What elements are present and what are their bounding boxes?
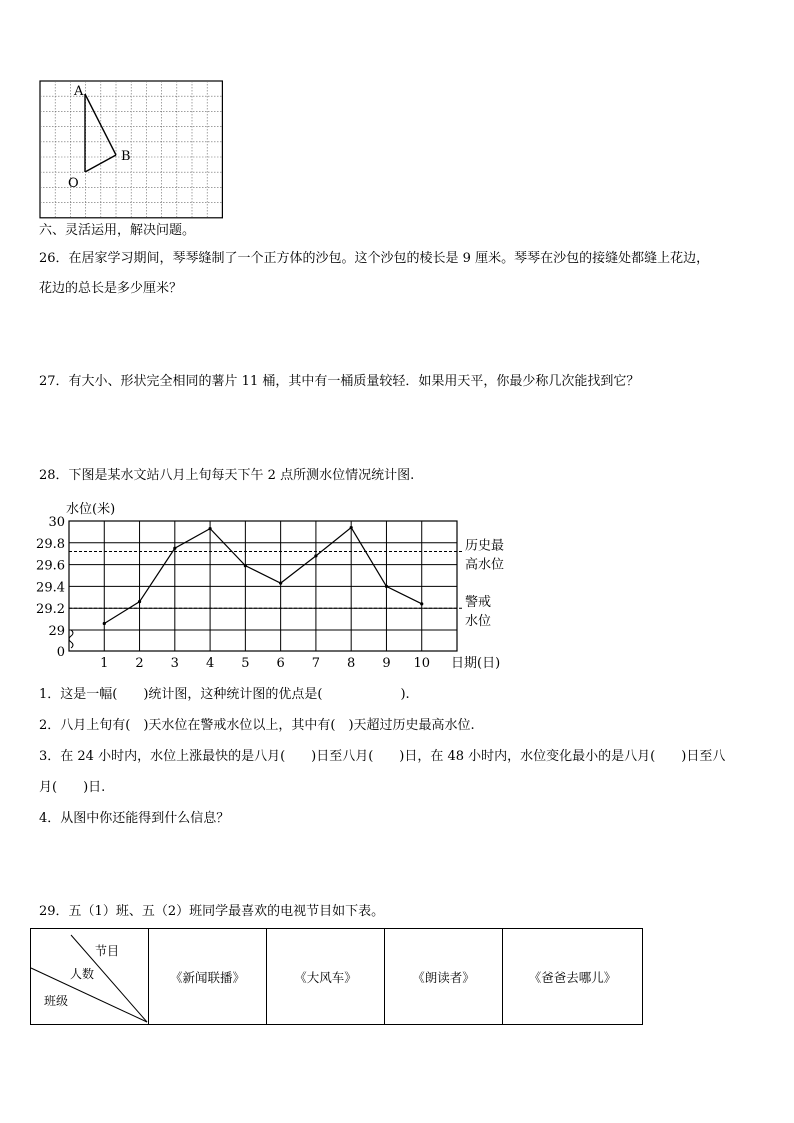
q27-text: 27．有大小、形状完全相同的薯片 11 桶，其中有一桶质量较轻．如果用天平，你最少称几次能找到它？ xyxy=(39,374,640,389)
x-tick-label: 4 xyxy=(205,656,215,671)
reference-lines xyxy=(69,538,504,630)
reference-label-line1: 历史最 xyxy=(465,538,505,554)
data-point xyxy=(103,622,106,625)
data-point xyxy=(385,585,388,588)
q28-sub1: 1．这是一幅( )统计图，这种统计图的优点是( ). xyxy=(39,687,410,702)
y-tick-label: 29.4 xyxy=(36,580,65,596)
data-point xyxy=(279,582,282,585)
series-polyline xyxy=(104,528,421,624)
header-class-label: 班级 xyxy=(44,994,69,1008)
y-tick-labels xyxy=(36,515,65,660)
reference-label-line2: 高水位 xyxy=(465,557,505,573)
point-a-label: A xyxy=(74,84,84,99)
reference-label-line2: 水位 xyxy=(465,614,492,630)
x-tick-label: 5 xyxy=(241,656,250,671)
q26-line1: 26．在居家学习期间，琴琴缝制了一个正方体的沙包。这个沙包的棱长是 9 厘米。琴琴在沙包的接缝处都缝上花边， xyxy=(39,251,710,266)
x-tick-label: 10 xyxy=(413,656,431,671)
q29-text: 29．五（1）班、五（2）班同学最喜欢的电视节目如下表。 xyxy=(39,904,385,919)
data-point xyxy=(208,527,211,530)
diagonal-header-cell xyxy=(31,929,149,1025)
q28-sub3a: 3．在 24 小时内，水位上涨最快的是八月( )日至八月( )日，在 48 小时内，水位变化最小的是八月( )日至八 xyxy=(39,749,726,764)
y-tick-label: 29 xyxy=(48,624,65,639)
x-tick-label: 1 xyxy=(100,656,109,671)
q26-line2: 花边的总长是多少厘米？ xyxy=(39,281,183,296)
grid-lines xyxy=(40,81,222,218)
header-program-label: 节目 xyxy=(95,944,120,958)
y-axis-title: 水位(米) xyxy=(66,502,116,517)
diagonal-lines xyxy=(31,930,148,1023)
y-tick-label: 29.6 xyxy=(36,558,65,574)
y-tick-label: 30 xyxy=(48,515,65,530)
point-b-label: B xyxy=(121,149,131,164)
q28-sub2: 2．八月上旬有( )天水位在警戒水位以上，其中有( )天超过历史最高水位. xyxy=(39,718,475,733)
reference-label-line1: 警戒 xyxy=(465,595,492,611)
q28-sub4: 4．从图中你还能得到什么信息？ xyxy=(39,811,230,826)
x-tick-labels xyxy=(100,656,430,671)
data-point xyxy=(350,526,353,529)
point-o-label: O xyxy=(68,176,79,191)
data-point xyxy=(244,564,247,567)
x-axis-title: 日期(日) xyxy=(451,656,501,671)
y-tick-label: 29.2 xyxy=(36,602,65,618)
x-tick-label: 3 xyxy=(170,656,179,671)
q28-text: 28．下图是某水文站八月上旬每天下午 2 点所测水位情况统计图. xyxy=(39,468,415,483)
column-header: 《新闻联播》 xyxy=(149,929,267,1025)
x-tick-label: 9 xyxy=(382,656,391,671)
table-header-row xyxy=(31,929,643,1025)
chart-grid xyxy=(69,521,457,651)
tv-program-table xyxy=(30,928,643,1025)
x-tick-label: 2 xyxy=(135,656,144,671)
section-title: 六、灵活运用，解决问题。 xyxy=(39,223,196,238)
series-line xyxy=(103,526,424,625)
column-header: 《大风车》 xyxy=(267,929,385,1025)
column-header: 《爸爸去哪儿》 xyxy=(503,929,643,1025)
x-tick-label: 7 xyxy=(311,656,321,671)
grid-border xyxy=(40,81,222,218)
y-tick-label: 0 xyxy=(56,645,65,660)
x-tick-label: 8 xyxy=(347,656,356,671)
x-tick-label: 6 xyxy=(276,656,285,671)
data-point xyxy=(173,547,176,550)
water-level-chart xyxy=(36,496,519,674)
q28-sub3b: 月( )日. xyxy=(39,780,106,795)
header-count-label: 人数 xyxy=(70,967,95,981)
data-point xyxy=(138,600,141,603)
column-header: 《朗读者》 xyxy=(385,929,503,1025)
y-tick-label: 29.8 xyxy=(36,536,65,552)
data-point xyxy=(420,602,423,605)
data-point xyxy=(314,554,317,557)
grid-figure xyxy=(39,80,223,218)
